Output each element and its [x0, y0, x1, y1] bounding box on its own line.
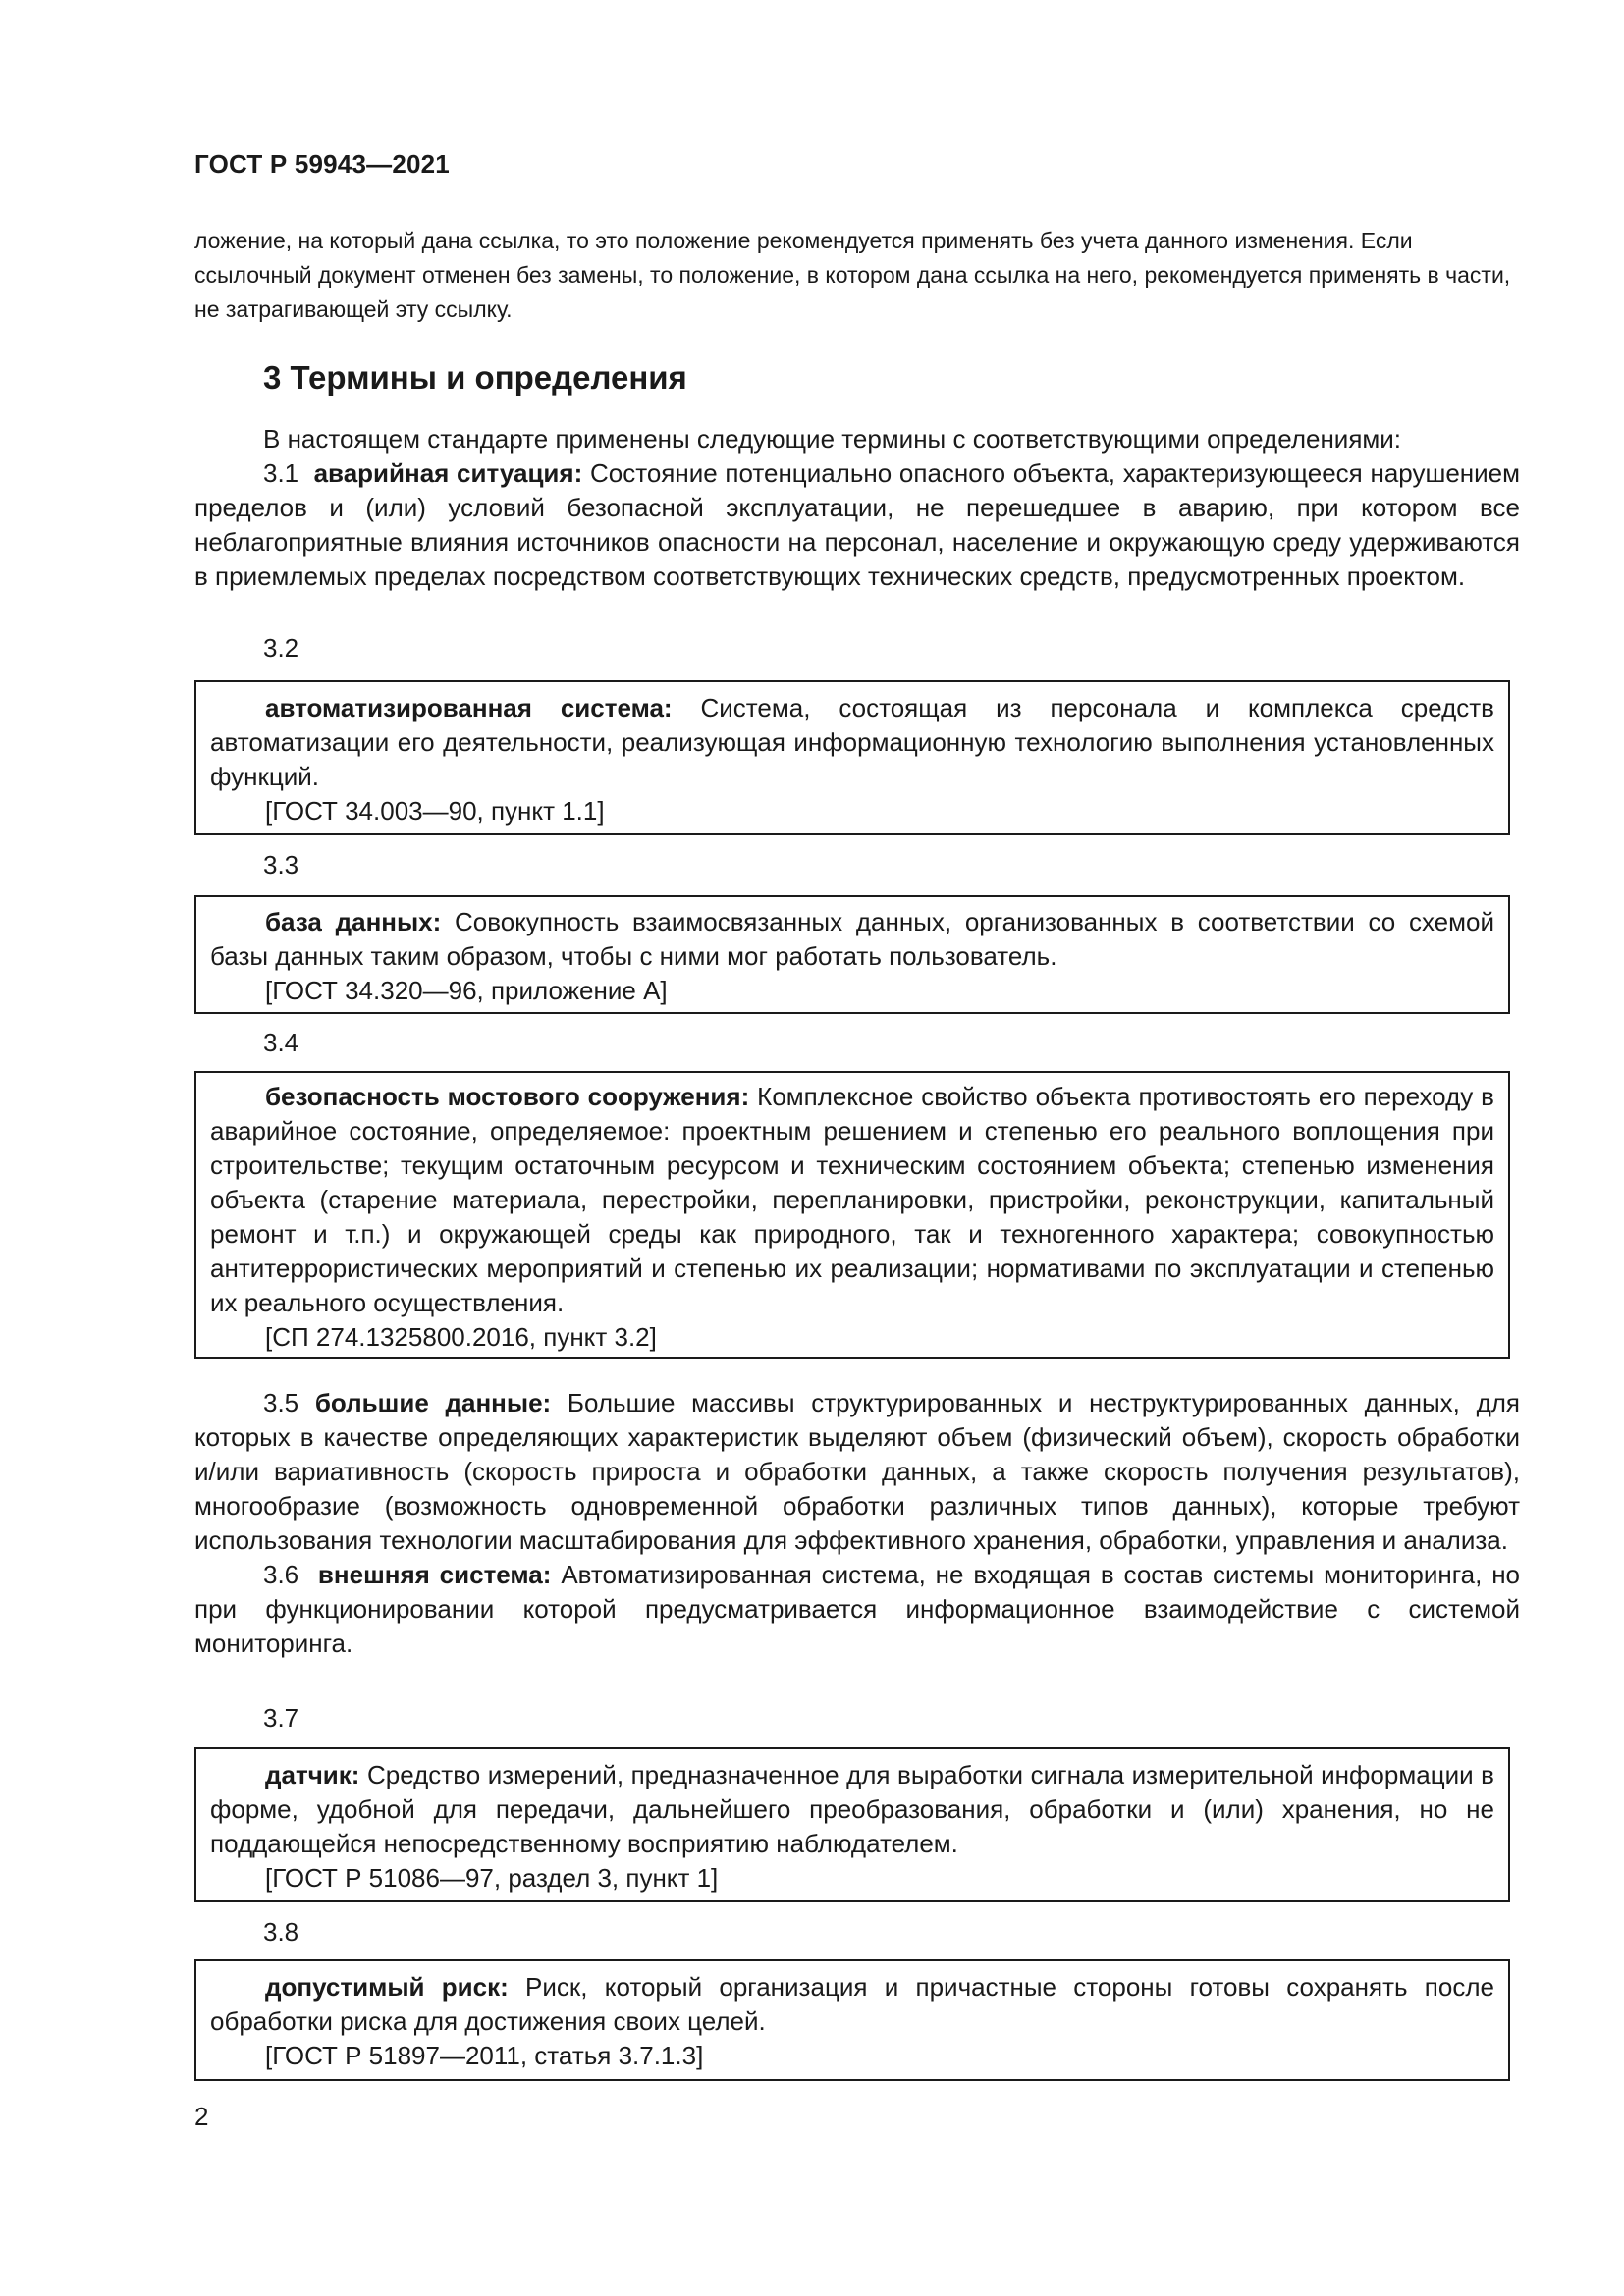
term-3-1-title: аварийная ситуация:: [313, 458, 583, 488]
term-3-3-box: [194, 895, 1510, 1014]
term-3-2-reference: [ГОСТ 34.003—90, пункт 1.1]: [265, 796, 605, 826]
term-3-3-definition: Совокупность взаимосвязанных данных, организованных в соответствии со схемой базы данных таким образом, чтобы с ними мог работать пользователь.: [210, 907, 1494, 971]
section-body-top: [194, 422, 1520, 594]
term-3-4-box: [194, 1071, 1510, 1359]
page-number: 2: [194, 2102, 209, 2131]
term-3-3-title: база данных:: [265, 907, 442, 936]
term-3-4-definition: Комплексное свойство объекта противостоять его переходу в аварийное состояние, определяемое: проектным решением и степенью его реального воплощения при строительстве; текущим остаточным ресурсом и техническим состоянием объекта; степенью изменения объекта (старение материала, перестройки, перепланировки, пристройки, реконструкции, капитальный ремонт и т.п.) и окружающей среды как природного, так и техногенного характера; совокупностью антитеррористических мероприятий и степенью их реализации; нормативами по эксплуатации и степенью их реального осуществления.: [210, 1082, 1494, 1317]
term-3-8-number: 3.8: [263, 1917, 299, 1947]
document-header: ГОСТ Р 59943—2021: [194, 149, 450, 179]
term-3-8-title: допустимый риск:: [265, 1972, 509, 2002]
term-3-7-title: датчик:: [265, 1760, 360, 1789]
term-3-8-box: [194, 1959, 1510, 2081]
section-heading: 3 Термины и определения: [263, 359, 687, 396]
term-3-7-number: 3.7: [263, 1703, 299, 1733]
term-3-7-reference: [ГОСТ Р 51086—97, раздел 3, пункт 1]: [265, 1863, 719, 1893]
term-3-2-definition: Система, состоящая из персонала и комплекса средств автоматизации его деятельности, реализующая информационную технологию выполнения установленных функций.: [210, 693, 1494, 791]
term-3-1-definition: Состояние потенциально опасного объекта, характеризующееся нарушением пределов и (или) условий безопасной эксплуатации, не перешедшее в аварию, при котором все неблагоприятные влияния источников опасности на персонал, население и окружающую среду удерживаются в приемлемых пределах посредством соответствующих технических средств, предусмотренных проектом.: [194, 458, 1520, 591]
term-3-8-definition: Риск, который организация и причастные стороны готовы сохранять после обработки риска для достижения своих целей.: [210, 1972, 1494, 2036]
term-3-6: 3.6 внешняя система: Автоматизированная система, не входящая в состав системы мониторинга, но при функционировании которой предусматривается информационное взаимодействие с системой мониторинга.: [194, 1560, 1521, 1658]
term-3-2-box: [194, 680, 1510, 835]
term-3-1: 3.1 аварийная ситуация: Состояние потенциально опасного объекта, характеризующееся нарушением пределов и (или) условий безопасной эксплуатации, не перешедшее в аварию, при котором все неблагоприятные влияния источников опасности на персонал, население и окружающую среду удерживаются в приемлемых пределах посредством соответствующих технических средств, предусмотренных проектом.: [194, 458, 1520, 591]
term-3-2-title: автоматизированная система:: [265, 693, 673, 722]
term-3-6-title: внешняя система:: [317, 1560, 552, 1589]
term-3-6-definition: Автоматизированная система, не входящая в состав системы мониторинга, но при функционировании которой предусматривается информационное взаимодействие с системой мониторинга.: [194, 1560, 1521, 1658]
term-3-7-box: [194, 1747, 1510, 1902]
term-3-7-definition: Средство измерений, предназначенное для выработки сигнала измерительной информации в форме, удобной для передачи, дальнейшего преобразования, обработки и (или) хранения, но не поддающейся непосредственному восприятию наблюдателем.: [210, 1760, 1494, 1858]
term-3-5: 3.5 большие данные: Большие массивы структурированных и неструктурированных данных, для которых в качестве определяющих характеристик выделяют объем (физический объем), скорость обработки и/или вариативность (скорость прироста и обработки данных, а также скорость получения результатов), многообразие (возможность одновременной обработки различных типов данных), которые требуют использования технологии масштабирования для эффективного хранения, обработки, управления и анализа.: [194, 1388, 1520, 1555]
term-3-3-reference: [ГОСТ 34.320—96, приложение А]: [265, 976, 668, 1005]
term-3-2-number: 3.2: [263, 633, 299, 663]
term-3-3-number: 3.3: [263, 850, 299, 880]
section-body-middle: [194, 1386, 1520, 1661]
section-lead: В настоящем стандарте применены следующие термины с соответствующими определениями:: [263, 424, 1402, 454]
intro-paragraph: ложение, на который дана ссылка, то это положение рекомендуется применять без учета данного изменения. Если ссылочный документ отменен без замены, то положение, в котором дана ссылка на него, рекомендуется применять в части, не затрагивающей эту ссылку.: [194, 228, 1511, 322]
term-3-5-definition: Большие массивы структурированных и неструктурированных данных, для которых в качестве определяющих характеристик выделяют объем (физический объем), скорость обработки и/или вариативность (скорость прироста и обработки данных, а также скорость получения результатов), многообразие (возможность одновременной обработки различных типов данных), которые требуют использования технологии масштабирования для эффективного хранения, обработки, управления и анализа.: [194, 1388, 1520, 1555]
term-3-4-reference: [СП 274.1325800.2016, пункт 3.2]: [265, 1322, 657, 1352]
term-3-8-reference: [ГОСТ Р 51897—2011, статья 3.7.1.3]: [265, 2041, 704, 2070]
term-3-4-title: безопасность мостового сооружения:: [265, 1082, 750, 1111]
term-3-5-title: большие данные:: [314, 1388, 552, 1417]
term-3-4-number: 3.4: [263, 1028, 299, 1057]
